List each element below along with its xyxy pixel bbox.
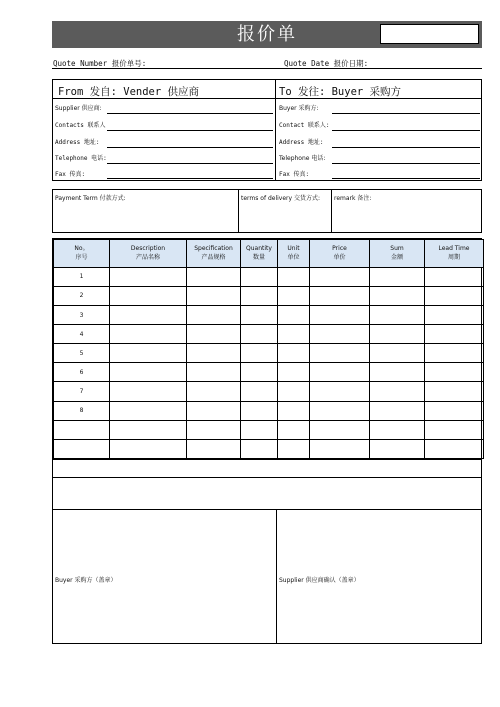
to-fax-label: Fax 传真: [279,171,310,178]
contact-field-line [332,130,480,131]
quote-number-label: Quote Number 报价单号: [53,59,147,68]
table-cell[interactable] [241,286,278,305]
supplier-field-line [107,113,273,114]
table-cell[interactable] [187,420,241,439]
supplier-signature-label: Supplier 供应商确认（盖章） [279,577,360,584]
table-cell[interactable] [425,439,484,458]
buyer-signature-label: Buyer 采购方（盖章） [55,577,117,584]
buyer-label: Buyer 采购方: [279,105,319,112]
from-fax-field-line [107,178,273,179]
table-cell[interactable] [310,382,370,401]
contacts-label: Contacts 联系人 [55,122,106,129]
column-header-cn: 周期 [447,254,460,262]
table-cell[interactable] [278,325,310,344]
table-cell[interactable] [310,420,370,439]
table-cell[interactable] [278,363,310,382]
table-cell[interactable] [187,267,241,286]
row-number: 5 [54,344,110,363]
table-cell[interactable] [278,382,310,401]
table-cell[interactable] [241,267,278,286]
buyer-field-line [332,113,480,114]
blank-row-1[interactable] [52,459,482,478]
payment-term-field[interactable] [53,202,237,232]
table-cell[interactable] [278,439,310,458]
table-cell[interactable] [241,382,278,401]
table-header-row [54,240,484,268]
table-cell[interactable] [425,325,484,344]
title-field-box[interactable] [380,24,479,44]
payment-term-label: Payment Term 付款方式: [55,195,126,202]
table-cell[interactable] [187,382,241,401]
table-cell[interactable] [278,286,310,305]
to-telephone-label: Telephone 电话: [279,155,326,162]
table-cell[interactable] [241,420,278,439]
table-row [54,344,484,363]
blank-row-2[interactable] [52,477,482,510]
table-cell[interactable] [187,325,241,344]
to-telephone-field[interactable] [332,151,480,163]
table-cell[interactable] [278,344,310,363]
table-cell[interactable] [110,439,187,458]
column-header-en: Price [332,245,347,253]
table-cell[interactable] [370,439,425,458]
to-address-field[interactable] [332,135,480,147]
table-row [54,325,484,344]
column-header [370,240,425,268]
table-cell[interactable] [370,286,425,305]
table-cell[interactable] [370,401,425,420]
to-address-field-line [332,147,480,148]
table-cell[interactable] [110,382,187,401]
table-cell[interactable] [310,305,370,324]
table-cell[interactable] [278,401,310,420]
table-row [54,382,484,401]
column-header-cn: 单位 [287,254,300,262]
supplier-signature-area[interactable] [277,510,481,643]
column-header-cn: 产品名称 [135,254,160,262]
column-header-en: Description [130,245,166,253]
delivery-terms-field[interactable] [239,202,330,232]
table-cell[interactable] [310,344,370,363]
to-fax-field-line [332,178,480,179]
column-header-en: No。 [74,245,89,253]
table-cell[interactable] [425,286,484,305]
table-cell[interactable] [187,344,241,363]
table-cell[interactable] [425,401,484,420]
table-cell[interactable] [370,267,425,286]
table-row [54,363,484,382]
table-cell[interactable] [425,305,484,324]
from-telephone-field-line [107,163,273,164]
table-row [54,286,484,305]
table-cell[interactable] [310,286,370,305]
column-header-en: Lead Time [438,245,470,253]
row-number [54,439,110,458]
to-telephone-field-line [332,163,480,164]
table-cell[interactable] [425,267,484,286]
table-cell[interactable] [241,439,278,458]
table-cell[interactable] [241,305,278,324]
quote-date-field[interactable] [382,56,480,68]
from-telephone-field[interactable] [107,151,273,163]
table-cell[interactable] [241,363,278,382]
items-grid [53,239,484,459]
column-header [425,240,484,268]
table-cell[interactable] [310,363,370,382]
row-number: 6 [54,363,110,382]
table-cell[interactable] [187,286,241,305]
supplier-field[interactable] [107,101,273,113]
table-cell[interactable] [187,401,241,420]
column-header-en: Sum [390,245,404,253]
contact-label: Contact 联系人: [279,122,330,129]
column-header-cn: 金额 [390,254,403,262]
delivery-terms-label: terms of delivery 交货方式: [241,195,320,202]
quote-number-field[interactable] [160,56,278,68]
table-cell[interactable] [425,382,484,401]
table-cell[interactable] [110,286,187,305]
column-header-cn: 单价 [333,254,346,262]
from-address-field-line [107,147,273,148]
column-header [310,240,370,268]
table-cell[interactable] [370,363,425,382]
contact-field[interactable] [332,118,480,130]
row-number: 2 [54,286,110,305]
column-header-en: Quantity [246,245,272,253]
column-header [54,240,110,268]
parties-divider [275,79,276,181]
table-cell[interactable] [110,401,187,420]
table-cell[interactable] [187,363,241,382]
row-number: 1 [54,267,110,286]
table-cell[interactable] [370,325,425,344]
table-cell[interactable] [370,344,425,363]
table-cell[interactable] [110,305,187,324]
table-cell[interactable] [425,363,484,382]
table-row [54,401,484,420]
table-row [54,420,484,439]
table-cell[interactable] [110,363,187,382]
table-cell[interactable] [187,305,241,324]
row-number: 8 [54,401,110,420]
column-header-cn: 序号 [75,254,88,262]
column-header [187,240,241,268]
table-cell[interactable] [278,420,310,439]
column-header [110,240,187,268]
quote-line [52,68,482,69]
to-header: To 发往: Buyer 采购方 [279,86,402,98]
table-cell[interactable] [110,325,187,344]
to-address-label: Address 地址: [279,139,324,146]
from-header: From 发自: Vender 供应商 [58,86,200,98]
row-number [54,420,110,439]
column-header-cn: 数量 [252,254,265,262]
column-header [241,240,278,268]
buyer-field[interactable] [332,101,480,113]
remark-label: remark 备注: [334,195,372,202]
table-cell[interactable] [370,420,425,439]
table-cell[interactable] [241,401,278,420]
table-cell[interactable] [310,401,370,420]
table-cell[interactable] [425,344,484,363]
table-cell[interactable] [310,439,370,458]
quote-date-label: Quote Date 报价日期: [284,59,369,68]
table-row [54,305,484,324]
document-title: 报价单 [237,24,297,45]
table-cell[interactable] [370,305,425,324]
table-cell[interactable] [110,267,187,286]
from-fax-label: Fax 传真: [55,171,86,178]
table-cell[interactable] [110,344,187,363]
contacts-field-line [107,130,273,131]
table-cell[interactable] [370,382,425,401]
table-row [54,267,484,286]
table-cell[interactable] [241,325,278,344]
column-header-en: Specification [194,245,233,253]
table-cell[interactable] [241,344,278,363]
table-cell[interactable] [278,267,310,286]
from-address-label: Address 地址: [55,139,100,146]
supplier-label: Supplier 供应商: [55,105,102,112]
table-cell[interactable] [110,420,187,439]
row-number: 7 [54,382,110,401]
table-cell[interactable] [425,420,484,439]
from-fax-field[interactable] [107,167,273,178]
items-table [52,238,482,460]
column-header-en: Unit [287,245,300,253]
from-telephone-label: Telephone 电话: [55,155,107,162]
table-cell[interactable] [310,267,370,286]
column-header [278,240,310,268]
to-fax-field[interactable] [332,167,480,178]
table-cell[interactable] [187,439,241,458]
buyer-signature-area[interactable] [53,510,275,643]
row-number: 3 [54,305,110,324]
contacts-field[interactable] [107,118,273,130]
from-address-field[interactable] [107,135,273,147]
row-number: 4 [54,325,110,344]
table-cell[interactable] [310,325,370,344]
title-bar [52,21,482,48]
remark-field[interactable] [332,202,481,232]
table-cell[interactable] [278,305,310,324]
table-row [54,439,484,458]
column-header-cn: 产品规格 [201,254,226,262]
